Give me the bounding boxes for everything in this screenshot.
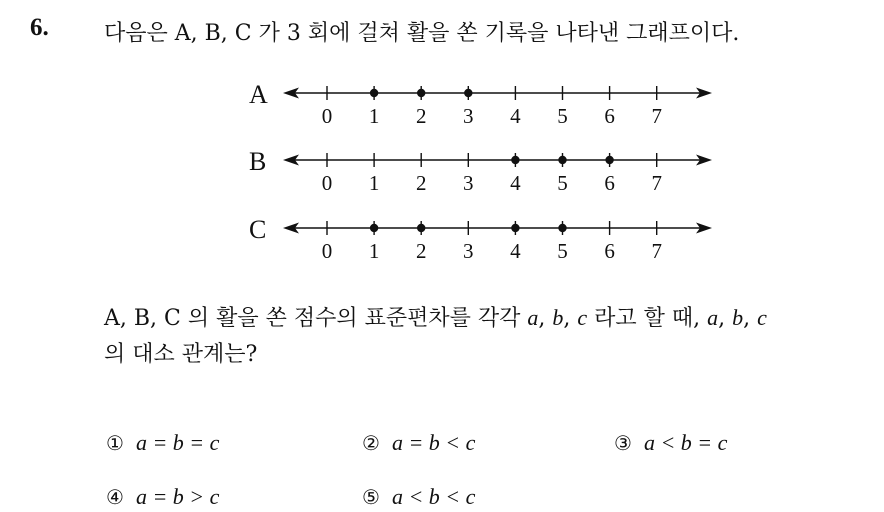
question-intro: 다음은 A, B, C 가 3 회에 걸쳐 활을 쏜 기록을 나타낸 그래프이다. [104,21,740,46]
number-line-a-tick-label-3: 3 [463,104,474,128]
number-line-c-point-4 [511,224,519,232]
number-line-a-tick-label-7: 7 [651,104,662,128]
number-line-c-tick-label-7: 7 [651,239,662,263]
question-text-part3: 의 대소 관계는? [104,342,258,367]
number-line-b-tick-label-0: 0 [321,171,333,195]
choice-3[interactable] [614,430,727,456]
choice-2-expression: a = b < c [391,430,476,455]
number-line-a-point-2 [417,89,425,97]
choice-1[interactable] [106,430,219,456]
number-line-c-point-2 [417,224,425,232]
choice-3-number: ③ [614,431,632,455]
number-line-b-tick-label-2: 2 [415,171,427,195]
var-c: c [577,305,588,330]
var-c2: c [757,305,767,330]
number-line-a-tick-label-2: 2 [415,104,427,128]
var-b2: b [732,305,744,330]
question-text [104,300,864,373]
number-line-b-tick-label-4: 4 [510,171,521,195]
choice-1-expression: a = b = c [135,430,220,455]
number-line-b-point-6 [605,156,613,164]
var-a: a [527,305,539,330]
number-line-a-tick-label-1: 1 [368,104,380,128]
choice-5[interactable] [362,484,475,510]
number-line-b-tick-label-6: 6 [604,171,615,195]
sep2: , [563,306,578,331]
number-line-c-tick-label-5: 5 [557,239,568,263]
sep3: , [718,306,733,331]
number-line-b-point-5 [558,156,566,164]
number-line-b-tick-label-5: 5 [557,171,568,195]
choice-2-number: ② [362,431,380,455]
number-line-a-point-3 [464,89,472,97]
number-line-c-point-5 [558,224,566,232]
number-line-c-tick-label-6: 6 [604,239,615,263]
number-line-c-tick-label-3: 3 [463,239,474,263]
choice-2[interactable] [362,430,475,456]
sep4: , [743,306,758,331]
number-line-a-tick-label-5: 5 [557,104,568,128]
var-b: b [552,305,564,330]
sep1: , [538,306,553,331]
number-line-c-point-1 [370,224,378,232]
question-number: 6. [30,14,49,41]
number-line-c-tick-label-4: 4 [510,239,521,263]
number-line-b-tick-label-7: 7 [651,171,662,195]
choice-1-number: ① [106,431,124,455]
number-line-a-tick-label-6: 6 [604,104,615,128]
number-line-c-label: C [249,215,267,244]
number-line-a-label: A [249,80,268,109]
var-a2: a [707,305,719,330]
choice-4-number: ④ [106,485,124,509]
number-line-a-tick-label-0: 0 [321,104,333,128]
number-line-a-point-1 [370,89,378,97]
choice-5-number: ⑤ [362,485,380,509]
number-line-c-tick-label-2: 2 [415,239,427,263]
number-line-b-tick-label-1: 1 [368,171,380,195]
number-line-a-tick-label-4: 4 [510,104,521,128]
question-text-part1: A, B, C 의 활을 쏜 점수의 표준편차를 각각 [104,306,528,331]
question-text-part2: 라고 할 때, [587,306,708,331]
choice-5-expression: a < b < c [391,484,476,509]
number-line-b-tick-label-3: 3 [463,171,474,195]
number-line-b-label: B [249,147,267,176]
choice-3-expression: a < b = c [643,430,728,455]
number-line-b-point-4 [511,156,519,164]
number-line-c-tick-label-1: 1 [368,239,380,263]
choice-4[interactable] [106,484,219,510]
choice-4-expression: a = b > c [135,484,220,509]
number-line-c-tick-label-0: 0 [321,239,333,263]
